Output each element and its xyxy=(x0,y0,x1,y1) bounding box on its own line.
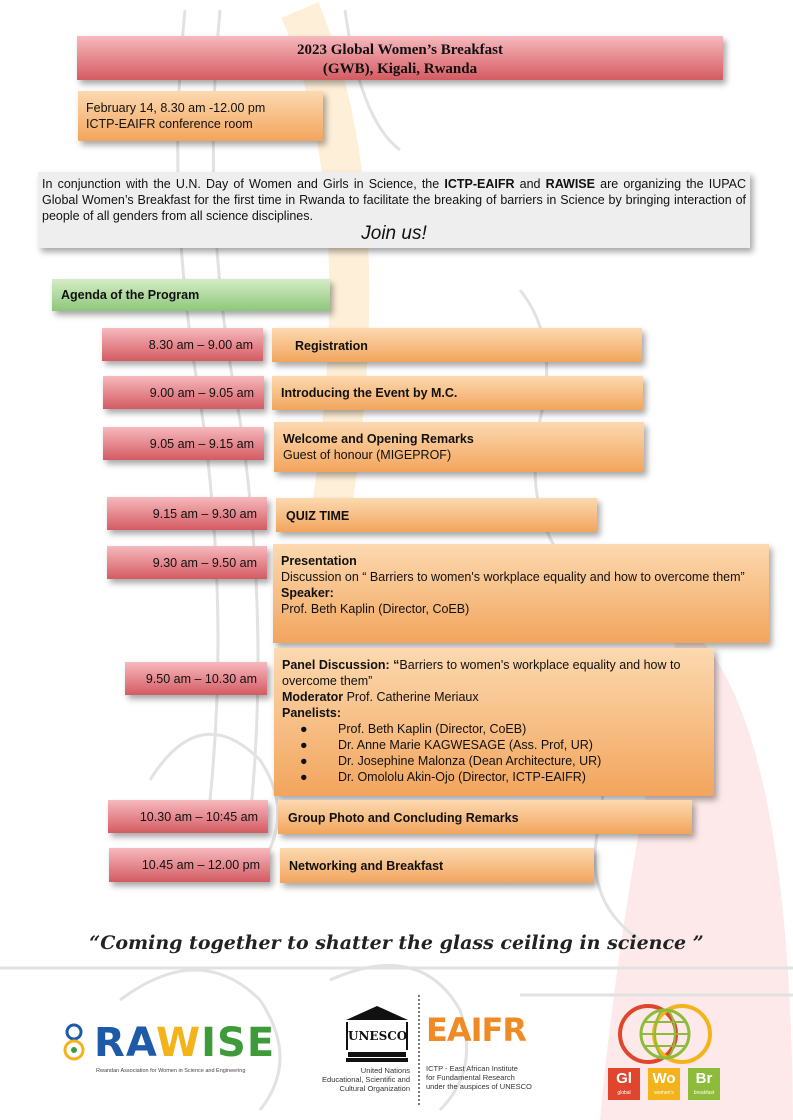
moderator-name: Prof. Catherine Meriaux xyxy=(343,690,479,704)
intro-text-part: and xyxy=(514,177,546,191)
intro-box xyxy=(38,172,750,248)
gwb-tile-letters: Wo xyxy=(652,1070,676,1087)
intro-org-rawise: RAWISE xyxy=(545,177,595,191)
rawise-letter: S xyxy=(217,1020,247,1066)
agenda-time: 9.00 am – 9.05 am xyxy=(103,376,264,409)
globe-icon xyxy=(610,1000,720,1070)
agenda-time: 9.30 am – 9.50 am xyxy=(107,546,267,579)
gwb-tile-letters: Gl xyxy=(616,1070,632,1087)
intro-text-part: are organizing the IUPAC Global Women’s Breakfast for the first time in Rwanda to facilitate the breaking of barriers in Science by bringing interaction of people of all genders from all science disciplines. xyxy=(42,177,746,223)
agenda-time: 9.15 am – 9.30 am xyxy=(107,497,267,530)
event-info-box xyxy=(78,91,323,141)
agenda-time: 9.50 am – 10.30 am xyxy=(125,662,267,695)
panel-title xyxy=(282,657,706,689)
eaifr-logo xyxy=(426,1010,566,1095)
agenda-item-panel-discussion xyxy=(274,648,714,796)
rawise-letter: A xyxy=(125,1020,156,1066)
event-title-line1: 2023 Global Women’s Breakfast xyxy=(297,42,503,58)
panelist-name: Dr. Anne Marie KAGWESAGE (Ass. Prof, UR) xyxy=(338,738,593,752)
panelists-list xyxy=(282,721,706,785)
agenda-heading xyxy=(52,279,330,311)
eaifr-line: ICTP - East African Institute xyxy=(426,1064,518,1073)
speaker-name: Prof. Beth Kaplin (Director, CoEB) xyxy=(281,602,470,616)
rawise-logo xyxy=(60,1020,276,1080)
moderator-line xyxy=(282,689,706,705)
panelist-name: Prof. Beth Kaplin (Director, CoEB) xyxy=(338,722,527,736)
panelist-name: Dr. Omololu Akin-Ojo (Director, ICTP-EAIFR) xyxy=(338,770,586,784)
event-title-banner xyxy=(77,36,723,80)
bullet-icon: ● xyxy=(300,770,308,784)
rawise-emblem-icon xyxy=(62,1022,88,1066)
agenda-item-quiz: QUIZ TIME xyxy=(276,498,597,532)
gwb-tile-global xyxy=(608,1068,640,1100)
event-location: ICTP-EAIFR conference room xyxy=(86,117,253,131)
panel-title-rest: Barriers to women's workplace equality and how to overcome them” xyxy=(282,658,681,688)
agenda-time: 10.45 am – 12.00 pm xyxy=(109,848,270,882)
eaifr-text xyxy=(426,1064,566,1091)
list-item xyxy=(282,753,706,769)
agenda-item-welcome xyxy=(274,422,644,472)
unesco-text xyxy=(300,1066,410,1093)
agenda-item-introduction: Introducing the Event by M.C. xyxy=(272,376,643,410)
agenda-time: 8.30 am – 9.00 am xyxy=(102,328,263,361)
eaifr-line: under the auspices of UNESCO xyxy=(426,1082,532,1091)
unesco-logo xyxy=(300,1000,415,1095)
unesco-line: United Nations xyxy=(360,1066,410,1075)
agenda-item-detail: Guest of honour (MIGEPROF) xyxy=(283,448,452,462)
agenda-item-title: Presentation xyxy=(281,554,357,568)
agenda-item-group-photo: Group Photo and Concluding Remarks xyxy=(278,800,692,834)
panelist-name: Dr. Josephine Malonza (Dean Architecture, UR) xyxy=(338,754,602,768)
unesco-line: Cultural Organization xyxy=(339,1084,410,1093)
agenda-item-presentation xyxy=(273,544,769,643)
bullet-icon: ● xyxy=(300,738,308,752)
unesco-wordmark: UNESCO xyxy=(346,1022,408,1050)
rawise-letter: W xyxy=(155,1020,202,1066)
gwb-tile-breakfast xyxy=(688,1068,720,1100)
event-title-line2: (GWB), Kigali, Rwanda xyxy=(322,61,478,77)
moderator-label: Moderator xyxy=(282,690,344,704)
rawise-letter: I xyxy=(201,1020,217,1066)
bullet-icon: ● xyxy=(300,754,308,768)
list-item xyxy=(282,721,706,737)
logo-divider xyxy=(418,995,420,1105)
list-item xyxy=(282,737,706,753)
agenda-item-title: Welcome and Opening Remarks xyxy=(283,432,474,446)
rawise-wordmark xyxy=(94,1020,275,1066)
intro-org-ictp: ICTP-EAIFR xyxy=(444,177,515,191)
eaifr-line: for Fundamental Research xyxy=(426,1073,515,1082)
gwb-tile-caption: women's xyxy=(654,1090,674,1096)
panelists-label: Panelists: xyxy=(282,706,342,720)
speaker-label: Speaker: xyxy=(281,586,334,600)
join-us-text: Join us! xyxy=(361,223,427,244)
rawise-letter: E xyxy=(246,1020,276,1066)
agenda-item-detail: Discussion on “ Barriers to women's workplace equality and how to overcome them” xyxy=(281,570,745,584)
intro-text-part: In conjunction with the U.N. Day of Women and Girls in Science, the xyxy=(42,177,445,191)
agenda-heading-text: Agenda of the Program xyxy=(61,288,200,302)
gwb-tile-letters: Br xyxy=(695,1070,713,1087)
event-date-time: February 14, 8.30 am -12.00 pm xyxy=(86,101,266,115)
panel-title-bold: Panel Discussion: “ xyxy=(282,658,400,672)
agenda-item-registration: Registration xyxy=(272,328,642,362)
rawise-tagline: Rwandan Association for Women in Science and Engineering xyxy=(96,1068,246,1074)
closing-quote: “Coming together to shatter the glass ceiling in science ” xyxy=(89,932,704,954)
agenda-time: 9.05 am – 9.15 am xyxy=(103,427,264,460)
intro-paragraph xyxy=(42,176,746,224)
eaifr-wordmark: EAIFR xyxy=(426,1011,527,1049)
rawise-letter: R xyxy=(94,1020,126,1066)
gwb-tile-caption: global xyxy=(617,1090,631,1096)
gwb-logo xyxy=(606,1000,726,1104)
list-item xyxy=(282,769,706,785)
unesco-line: Educational, Scientific and xyxy=(322,1075,410,1084)
gwb-tile-caption: breakfast xyxy=(693,1090,715,1096)
bullet-icon: ● xyxy=(300,722,308,736)
gwb-tile-women xyxy=(648,1068,680,1100)
agenda-time: 10.30 am – 10:45 am xyxy=(108,800,268,833)
agenda-item-networking: Networking and Breakfast xyxy=(280,848,594,883)
